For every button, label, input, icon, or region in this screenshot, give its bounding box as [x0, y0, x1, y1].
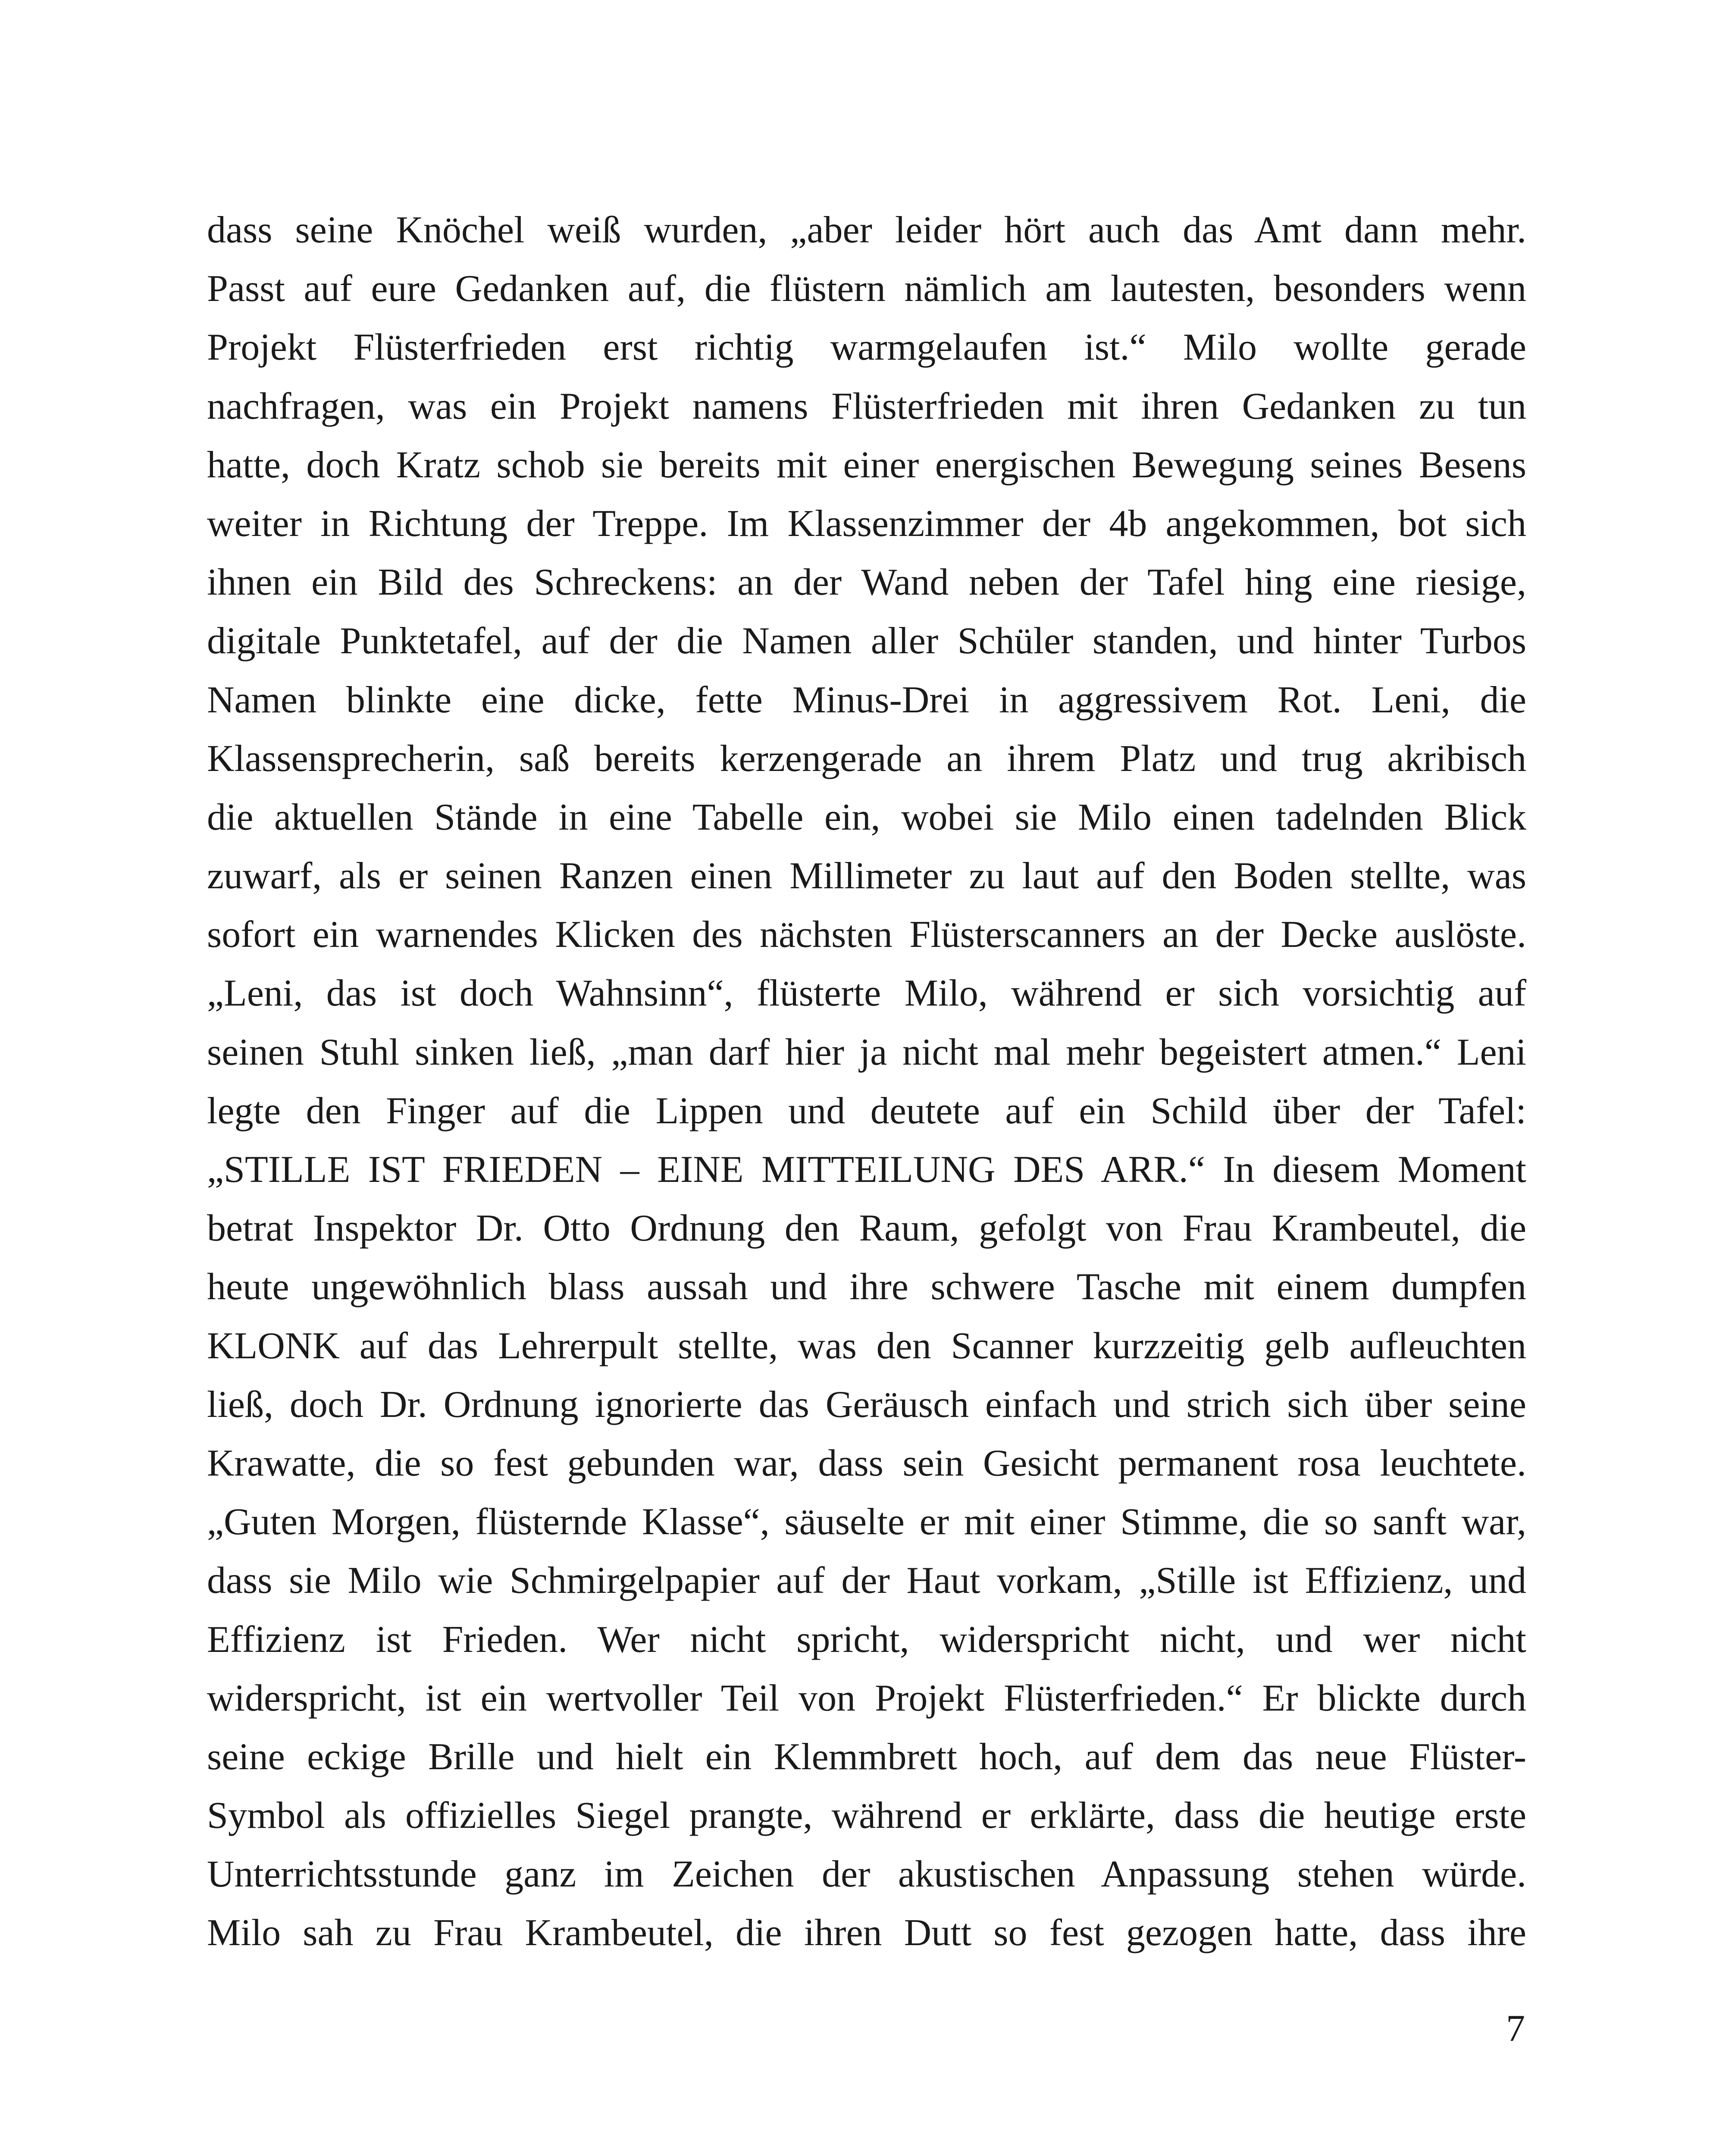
text-line: KLONK auf das Lehrerpult stellte, was den Scanner kurzzeitig gelb aufleuchten	[207, 1325, 1526, 1367]
text-line: dass sie Milo wie Schmirgelpapier auf der Haut vorkam, „Stille ist Effizienz, und	[207, 1560, 1526, 1602]
text-line: nachfragen, was ein Projekt namens Flüsterfrieden mit ihren Gedanken zu tun	[207, 385, 1526, 427]
text-line: Unterrichtsstunde ganz im Zeichen der akustischen Anpassung stehen würde.	[207, 1853, 1526, 1896]
text-line: widerspricht, ist ein wertvoller Teil von Projekt Flüsterfrieden.“ Er blickte durch	[207, 1677, 1526, 1719]
text-line: „Leni, das ist doch Wahnsinn“, flüsterte Milo, während er sich vorsichtig auf	[207, 972, 1526, 1015]
text-line: „Guten Morgen, flüsternde Klasse“, säuselte er mit einer Stimme, die so sanft war,	[207, 1501, 1526, 1543]
text-line: Krawatte, die so fest gebunden war, dass sein Gesicht permanent rosa leuchtete.	[207, 1442, 1526, 1484]
text-line: legte den Finger auf die Lippen und deutete auf ein Schild über der Tafel:	[207, 1090, 1526, 1132]
text-line: sofort ein warnendes Klicken des nächsten Flüsterscanners an der Decke auslöste.	[207, 914, 1526, 956]
text-line: Symbol als offizielles Siegel prangte, während er erklärte, dass die heutige erste	[207, 1795, 1526, 1837]
text-line: ließ, doch Dr. Ordnung ignorierte das Geräusch einfach und strich sich über seine	[207, 1383, 1526, 1426]
text-line: seine eckige Brille und hielt ein Klemmbrett hoch, auf dem das neue Flüster-	[207, 1736, 1526, 1778]
text-line: Namen blinkte eine dicke, fette Minus-Drei in aggressivem Rot. Leni, die	[207, 679, 1526, 721]
text-line: hatte, doch Kratz schob sie bereits mit einer energischen Bewegung seines Besens	[207, 444, 1526, 486]
text-line: ihnen ein Bild des Schreckens: an der Wand neben der Tafel hing eine riesige,	[207, 561, 1526, 604]
text-line: die aktuellen Stände in eine Tabelle ein, wobei sie Milo einen tadelnden Blick	[207, 796, 1526, 838]
text-line: Passt auf eure Gedanken auf, die flüstern nämlich am lautesten, besonders wenn	[207, 268, 1526, 310]
page-number: 7	[1506, 2008, 1525, 2049]
text-line: Milo sah zu Frau Krambeutel, die ihren Dutt so fest gezogen hatte, dass ihre	[207, 1912, 1526, 1954]
text-line: heute ungewöhnlich blass aussah und ihre schwere Tasche mit einem dumpfen	[207, 1266, 1526, 1308]
text-line: seinen Stuhl sinken ließ, „man darf hier ja nicht mal mehr begeistert atmen.“ Leni	[207, 1031, 1526, 1073]
text-line: dass seine Knöchel weiß wurden, „aber leider hört auch das Amt dann mehr.	[207, 209, 1526, 251]
text-line: Projekt Flüsterfrieden erst richtig warmgelaufen ist.“ Milo wollte gerade	[207, 326, 1526, 369]
text-line: Klassensprecherin, saß bereits kerzengerade an ihrem Platz und trug akribisch	[207, 737, 1526, 780]
text-line: weiter in Richtung der Treppe. Im Klassenzimmer der 4b angekommen, bot sich	[207, 502, 1526, 545]
text-line: Effizienz ist Frieden. Wer nicht spricht, widerspricht nicht, und wer nicht	[207, 1618, 1526, 1661]
body-paragraph	[207, 201, 1526, 1963]
text-line: zuwarf, als er seinen Ranzen einen Millimeter zu laut auf den Boden stellte, was	[207, 855, 1526, 897]
text-line: betrat Inspektor Dr. Otto Ordnung den Raum, gefolgt von Frau Krambeutel, die	[207, 1207, 1526, 1250]
text-line: digitale Punktetafel, auf der die Namen aller Schüler standen, und hinter Turbos	[207, 620, 1526, 662]
text-line: „STILLE IST FRIEDEN – EINE MITTEILUNG DES ARR.“ In diesem Moment	[207, 1149, 1526, 1191]
